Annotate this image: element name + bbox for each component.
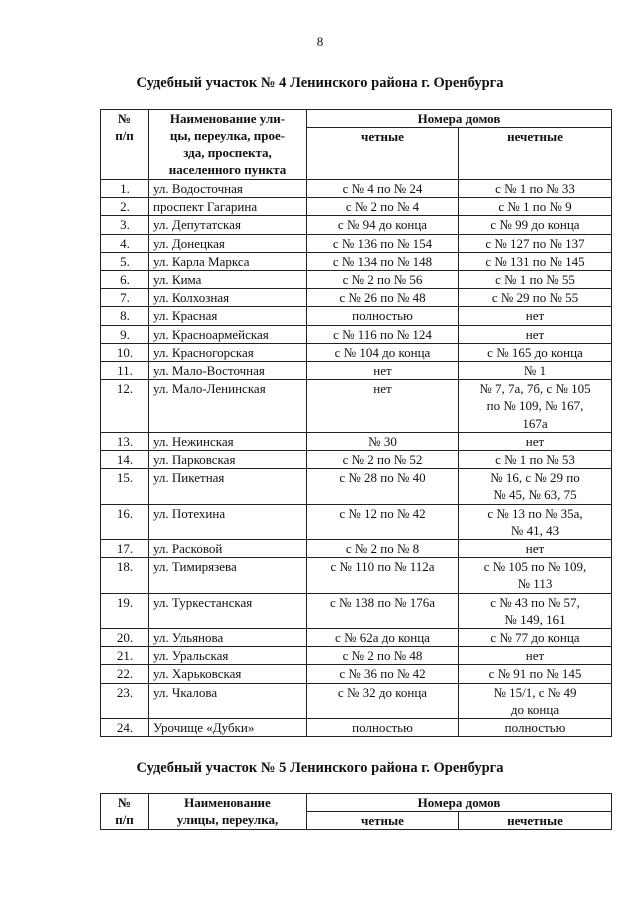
table-row <box>101 234 612 252</box>
even-houses <box>307 432 459 450</box>
odd-houses-line: с № 127 по № 137 <box>485 235 585 251</box>
even-houses-line: с № 110 по № 112а <box>330 559 435 575</box>
table-row <box>101 540 612 558</box>
odd-houses-line: с № 105 по № 109, <box>483 559 587 575</box>
header-name <box>149 110 307 180</box>
even-houses <box>307 234 459 252</box>
even-houses-line: нет <box>373 363 392 379</box>
row-number: 11. <box>101 362 149 380</box>
even-houses <box>307 325 459 343</box>
street-name: ул. Кима <box>149 271 307 289</box>
street-name: ул. Чкалова <box>149 683 307 718</box>
street-name: ул. Потехина <box>149 504 307 539</box>
row-number: 9. <box>101 325 149 343</box>
row-number: 14. <box>101 451 149 469</box>
even-houses <box>307 216 459 234</box>
table-row <box>101 307 612 325</box>
row-number: 22. <box>101 665 149 683</box>
odd-houses <box>459 647 612 665</box>
row-number: 19. <box>101 593 149 628</box>
odd-houses-line: с № 29 по № 55 <box>491 290 579 306</box>
even-houses <box>307 593 459 628</box>
odd-houses <box>459 504 612 539</box>
odd-houses <box>459 683 612 718</box>
header-row <box>101 794 612 812</box>
street-name: ул. Туркестанская <box>149 593 307 628</box>
street-name: ул. Нежинская <box>149 432 307 450</box>
even-houses-line: с № 138 по № 176а <box>329 594 436 610</box>
table-row <box>101 325 612 343</box>
street-name: ул. Депутатская <box>149 216 307 234</box>
table-row <box>101 271 612 289</box>
table-row <box>101 180 612 198</box>
odd-houses <box>459 540 612 558</box>
even-houses-line: с № 136 по № 154 <box>332 235 433 251</box>
header-row <box>101 110 612 128</box>
even-houses <box>307 683 459 718</box>
odd-houses-line: № 113 <box>517 576 553 592</box>
odd-houses <box>459 593 612 628</box>
odd-houses-line: по № 109, № 167, <box>486 398 584 414</box>
odd-houses <box>459 252 612 270</box>
row-number: 16. <box>101 504 149 539</box>
street-name: ул. Мало-Ленинская <box>149 380 307 433</box>
row-number: 4. <box>101 234 149 252</box>
odd-houses <box>459 343 612 361</box>
header-num-line: п/п <box>115 128 134 143</box>
odd-houses-line: с № 13 по № 35а, <box>487 505 583 521</box>
even-houses-line: с № 28 по № 40 <box>339 470 426 486</box>
even-houses <box>307 629 459 647</box>
row-number: 21. <box>101 647 149 665</box>
header-houses: Номера домов <box>307 794 612 812</box>
even-houses-line: с № 26 по № 48 <box>339 290 426 306</box>
row-number: 20. <box>101 629 149 647</box>
odd-houses-line: с № 1 по № 55 <box>495 272 575 288</box>
even-houses-line: с № 2 по № 48 <box>342 648 423 664</box>
even-houses-line: с № 12 по № 42 <box>339 505 426 521</box>
even-houses-line: с № 2 по № 4 <box>345 199 420 215</box>
even-houses-line: нет <box>373 381 392 397</box>
even-houses <box>307 558 459 593</box>
header-num <box>101 110 149 180</box>
header-num <box>101 794 149 830</box>
table-row <box>101 451 612 469</box>
odd-houses-line: с № 77 до конца <box>490 630 580 646</box>
even-houses-line: с № 2 по № 8 <box>345 541 420 557</box>
table-row <box>101 504 612 539</box>
row-number: 2. <box>101 198 149 216</box>
table-row <box>101 252 612 270</box>
odd-houses-line: нет <box>525 541 545 557</box>
row-number: 3. <box>101 216 149 234</box>
odd-houses-line: с № 91 по № 145 <box>488 666 582 682</box>
row-number: 1. <box>101 180 149 198</box>
even-houses <box>307 198 459 216</box>
even-houses-line: с № 134 по № 148 <box>332 253 433 269</box>
odd-houses-line: 167а <box>522 415 548 431</box>
header-name-line: цы, переулка, прое- <box>169 128 286 143</box>
even-houses <box>307 380 459 433</box>
row-number: 8. <box>101 307 149 325</box>
odd-houses <box>459 198 612 216</box>
row-number: 23. <box>101 683 149 718</box>
even-houses <box>307 180 459 198</box>
odd-houses-line: № 149, 161 <box>504 611 566 627</box>
table-row <box>101 665 612 683</box>
section-1-title: Судебный участок № 4 Ленинского района г. Оренбурга <box>136 75 504 91</box>
header-even: четные <box>307 812 459 830</box>
street-name: ул. Тимирязева <box>149 558 307 593</box>
odd-houses-line: до конца <box>510 701 560 717</box>
header-num-line: № <box>117 111 132 126</box>
row-number: 12. <box>101 380 149 433</box>
section-2-table <box>100 793 612 830</box>
even-houses-line: с № 32 до конца <box>337 684 428 700</box>
odd-houses-line: нет <box>525 648 545 664</box>
table-row <box>101 683 612 718</box>
even-houses <box>307 647 459 665</box>
odd-houses <box>459 289 612 307</box>
street-name: проспект Гагарина <box>149 198 307 216</box>
row-number: 18. <box>101 558 149 593</box>
even-houses-line: с № 94 до конца <box>337 217 428 233</box>
odd-houses-line: нет <box>525 326 545 342</box>
even-houses-line: с № 62а до конца <box>335 630 430 646</box>
odd-houses-line: нет <box>525 433 545 449</box>
street-name: Урочище «Дубки» <box>149 719 307 737</box>
street-name: ул. Парковская <box>149 451 307 469</box>
even-houses-line: с № 2 по № 52 <box>342 452 423 468</box>
odd-houses <box>459 451 612 469</box>
even-houses-line: с № 116 по № 124 <box>333 326 432 342</box>
table-row <box>101 343 612 361</box>
street-name: ул. Колхозная <box>149 289 307 307</box>
page-number: 8 <box>316 34 324 49</box>
table-row <box>101 647 612 665</box>
odd-houses-line: № 7, 7а, 7б, с № 105 <box>479 381 591 397</box>
odd-houses <box>459 325 612 343</box>
even-houses <box>307 271 459 289</box>
street-name: ул. Пикетная <box>149 469 307 504</box>
table-row <box>101 558 612 593</box>
header-houses: Номера домов <box>307 110 612 128</box>
street-name: ул. Карла Маркса <box>149 252 307 270</box>
street-name: ул. Уральская <box>149 647 307 665</box>
table-row <box>101 380 612 433</box>
odd-houses-line: № 1 <box>523 363 547 379</box>
header-num-line: № <box>117 795 132 810</box>
odd-houses-line: с № 165 до конца <box>487 344 583 360</box>
odd-houses-line: нет <box>525 308 545 324</box>
even-houses-line: полностью <box>352 308 413 324</box>
even-houses <box>307 451 459 469</box>
odd-houses <box>459 558 612 593</box>
table-row <box>101 719 612 737</box>
odd-houses-line: полностью <box>504 720 566 736</box>
even-houses <box>307 469 459 504</box>
odd-houses <box>459 469 612 504</box>
even-houses <box>307 343 459 361</box>
header-even: четные <box>307 128 459 180</box>
even-houses <box>307 307 459 325</box>
header-odd: нечетные <box>459 812 612 830</box>
odd-houses <box>459 216 612 234</box>
odd-houses-line: с № 1 по № 9 <box>498 199 572 215</box>
street-name: ул. Донецкая <box>149 234 307 252</box>
header-name <box>149 794 307 830</box>
street-name: ул. Харьковская <box>149 665 307 683</box>
header-odd: нечетные <box>459 128 612 180</box>
even-houses-line: полностью <box>352 720 413 736</box>
even-houses <box>307 540 459 558</box>
odd-houses <box>459 665 612 683</box>
header-name-line: Наименование <box>184 795 271 810</box>
street-name: ул. Расковой <box>149 540 307 558</box>
even-houses <box>307 504 459 539</box>
header-num-line: п/п <box>115 812 134 827</box>
row-number: 5. <box>101 252 149 270</box>
odd-houses <box>459 180 612 198</box>
odd-houses <box>459 307 612 325</box>
header-name-line: Наименование ули- <box>169 111 286 126</box>
street-name: ул. Мало-Восточная <box>149 362 307 380</box>
odd-houses <box>459 432 612 450</box>
header-name-line: населенного пункта <box>168 162 287 177</box>
odd-houses-line: № 15/1, с № 49 <box>493 684 577 700</box>
street-name: ул. Красноармейская <box>149 325 307 343</box>
even-houses-line: с № 36 по № 42 <box>339 666 426 682</box>
table-row <box>101 289 612 307</box>
odd-houses-line: № 45, № 63, 75 <box>493 487 577 503</box>
row-number: 24. <box>101 719 149 737</box>
street-name: ул. Ульянова <box>149 629 307 647</box>
section-1-table <box>100 109 612 737</box>
section-2-title: Судебный участок № 5 Ленинского района г. Оренбурга <box>136 760 504 776</box>
even-houses <box>307 719 459 737</box>
header-name-line: улицы, переулка, <box>176 812 279 827</box>
even-houses-line: с № 104 до конца <box>334 344 431 360</box>
even-houses-line: № 30 <box>368 433 397 449</box>
table-row <box>101 432 612 450</box>
table-row <box>101 469 612 504</box>
row-number: 15. <box>101 469 149 504</box>
street-name: ул. Красногорская <box>149 343 307 361</box>
street-name: ул. Водосточная <box>149 180 307 198</box>
header-name-line: зда, проспекта, <box>183 145 272 160</box>
odd-houses-line: № 16, с № 29 по <box>490 470 580 486</box>
odd-houses-line: с № 1 по № 53 <box>495 452 575 468</box>
even-houses <box>307 252 459 270</box>
table-row <box>101 629 612 647</box>
street-name: ул. Красная <box>149 307 307 325</box>
odd-houses-line: с № 99 до конца <box>490 217 580 233</box>
odd-houses <box>459 271 612 289</box>
odd-houses <box>459 362 612 380</box>
odd-houses <box>459 234 612 252</box>
odd-houses <box>459 629 612 647</box>
even-houses-line: с № 2 по № 56 <box>342 272 423 288</box>
table-row <box>101 362 612 380</box>
odd-houses-line: № 41, 43 <box>510 522 560 538</box>
even-houses <box>307 362 459 380</box>
odd-houses-line: с № 131 по № 145 <box>485 253 585 269</box>
odd-houses <box>459 380 612 433</box>
row-number: 17. <box>101 540 149 558</box>
even-houses-line: с № 4 по № 24 <box>342 181 423 196</box>
even-houses <box>307 289 459 307</box>
row-number: 7. <box>101 289 149 307</box>
odd-houses-line: с № 43 по № 57, <box>490 594 580 610</box>
table-row <box>101 593 612 628</box>
row-number: 13. <box>101 432 149 450</box>
even-houses <box>307 665 459 683</box>
row-number: 10. <box>101 343 149 361</box>
table-row <box>101 198 612 216</box>
table-row <box>101 216 612 234</box>
odd-houses-line: с № 1 по № 33 <box>495 181 575 196</box>
odd-houses <box>459 719 612 737</box>
row-number: 6. <box>101 271 149 289</box>
